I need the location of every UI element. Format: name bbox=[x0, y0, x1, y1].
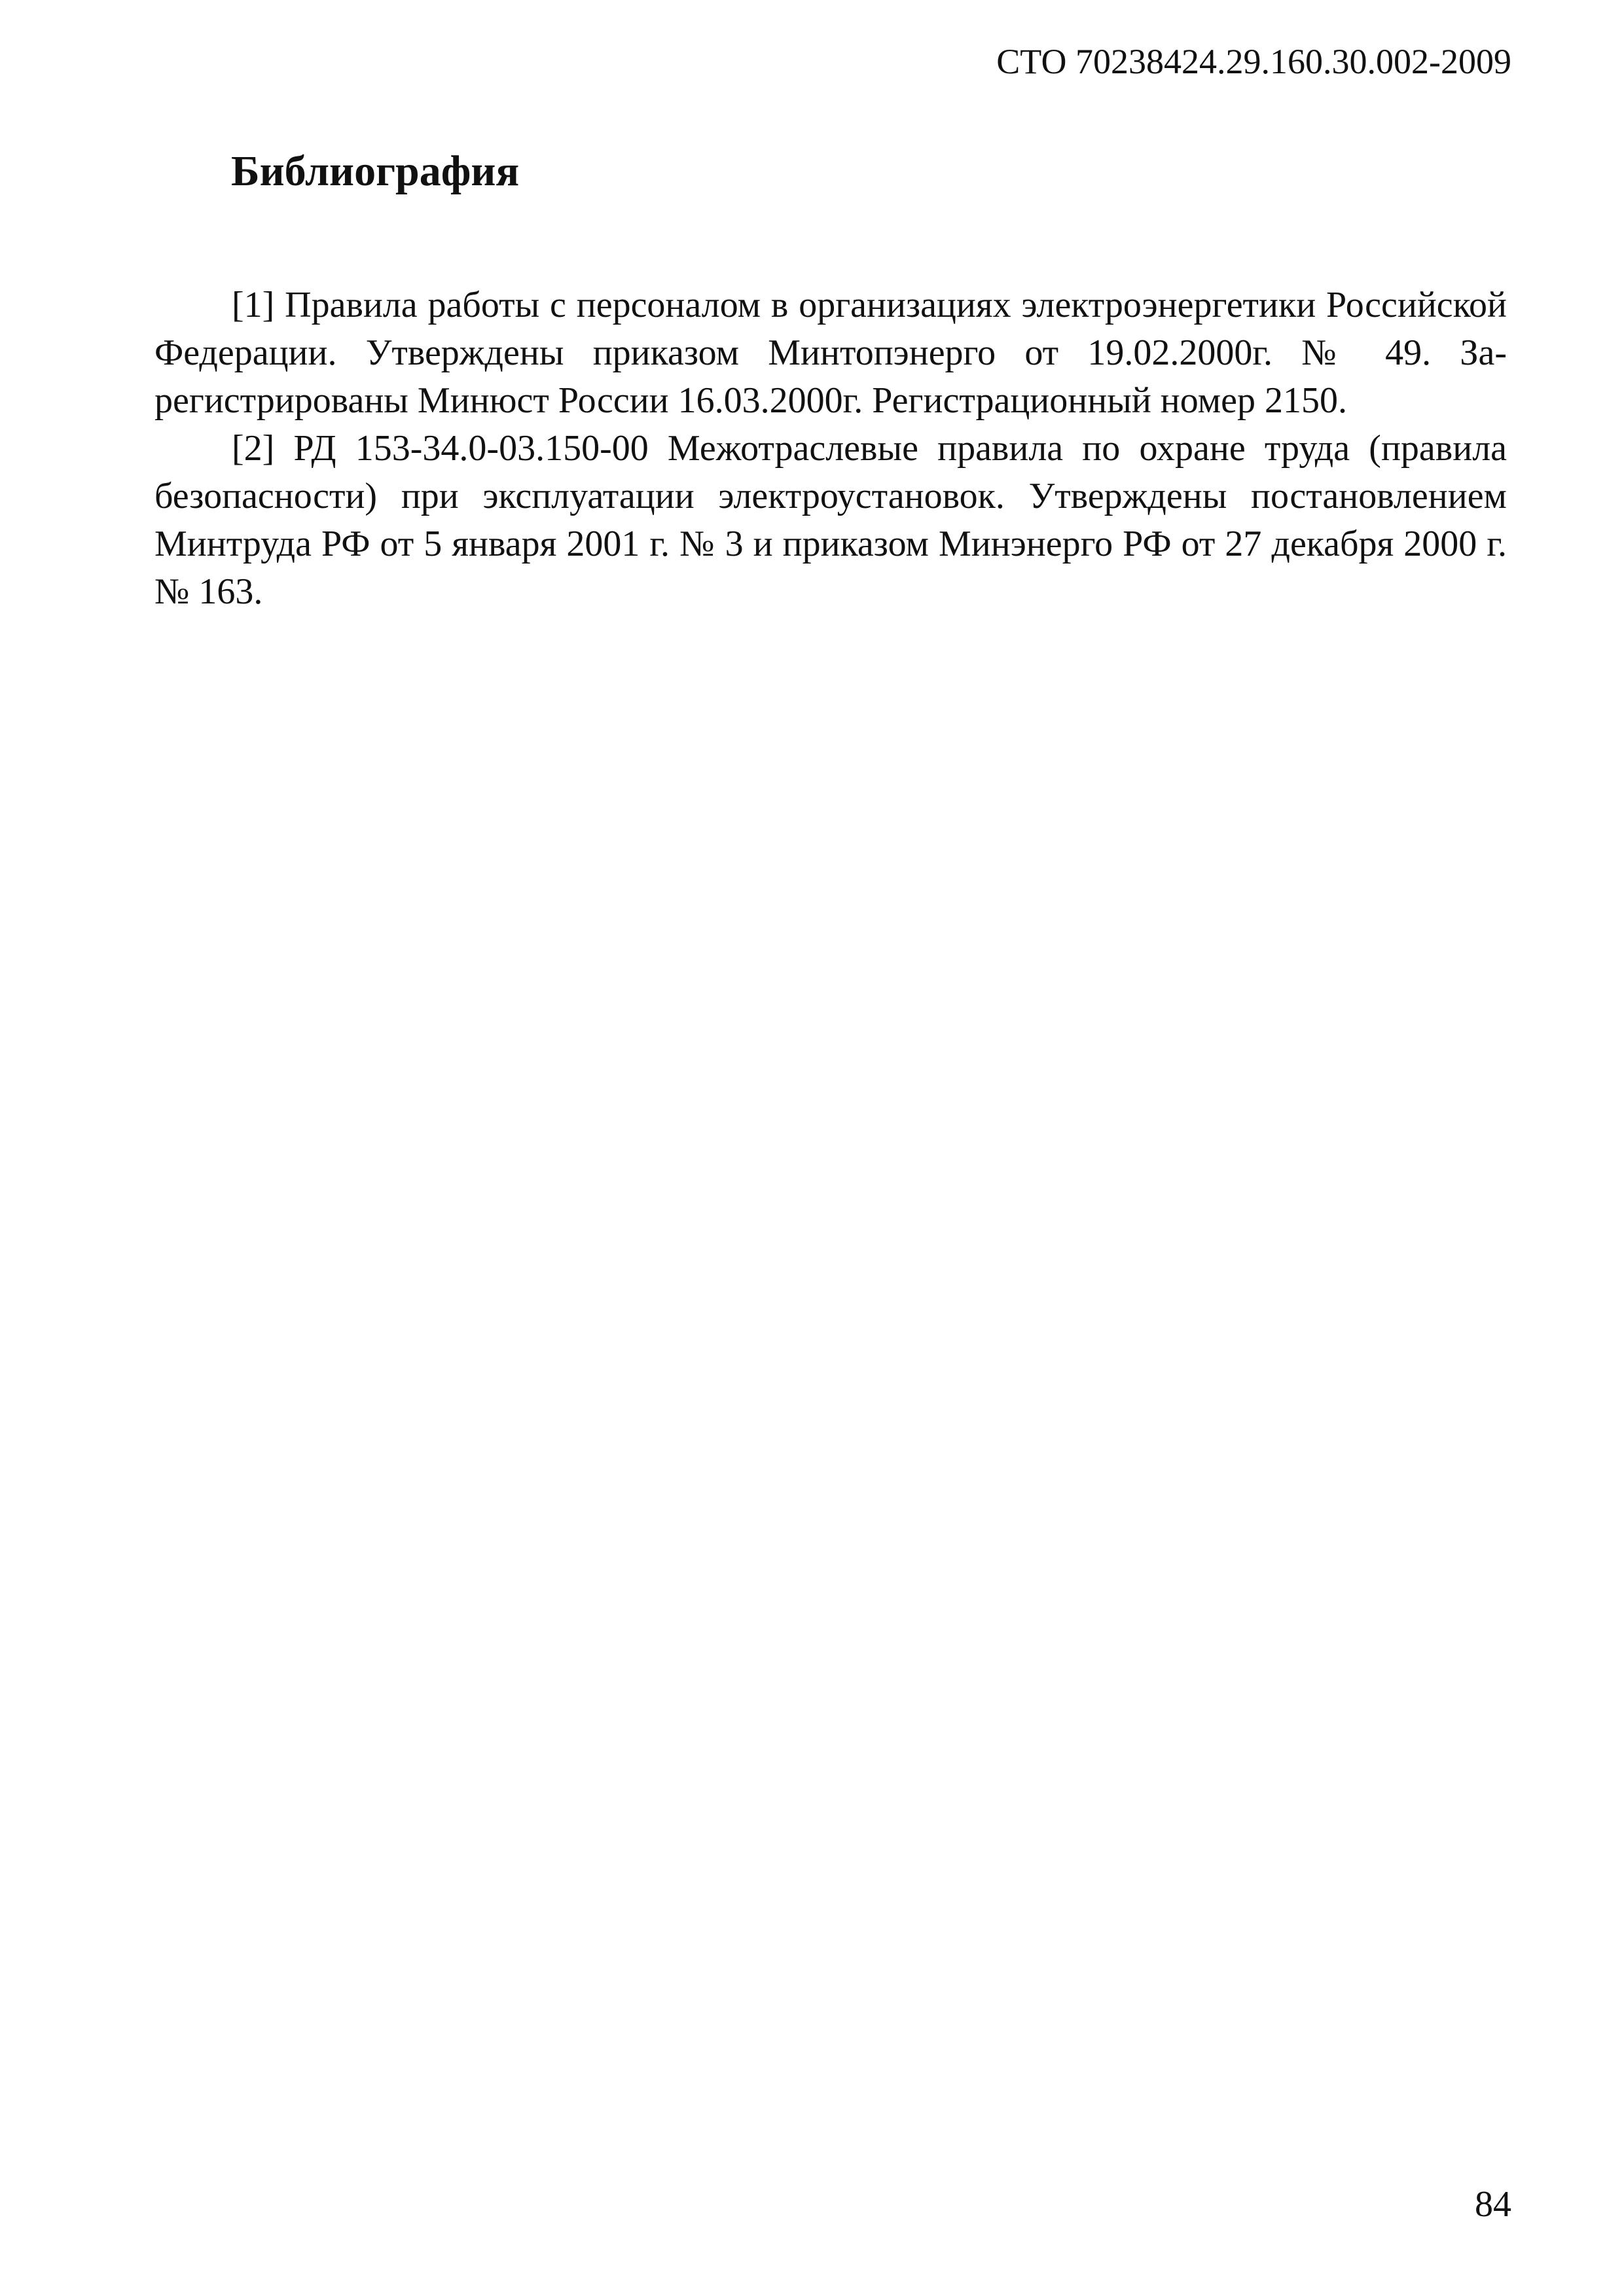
bibliography-entry-2: [2] РД 153-34.0-03.150-00 Межотраслевые правила по охране труда (правила безопасности) при эксплуатации электроустановок. Утверждены постановлением Минтруда РФ от 5 января 2001 г. № 3 и приказом Минэнерго РФ от 27 декабря 2000 г. № 163. bbox=[154, 428, 1507, 612]
page-number: 84 bbox=[1475, 2184, 1511, 2225]
bibliography-entry-1: [1] Правила работы с персоналом в организациях электроэнергетики Российской Федерации. Утверждены приказом Минтопэнерго от 19.02.2000г. № 49. Зарегистрированы Минюст России 16.03.2000г. Регистрационный номер 2150. bbox=[154, 285, 1507, 421]
document-code: СТО 70238424.29.160.30.002-2009 bbox=[996, 42, 1511, 81]
bibliography-list bbox=[154, 281, 1507, 616]
page-title: Библиография bbox=[231, 147, 520, 195]
